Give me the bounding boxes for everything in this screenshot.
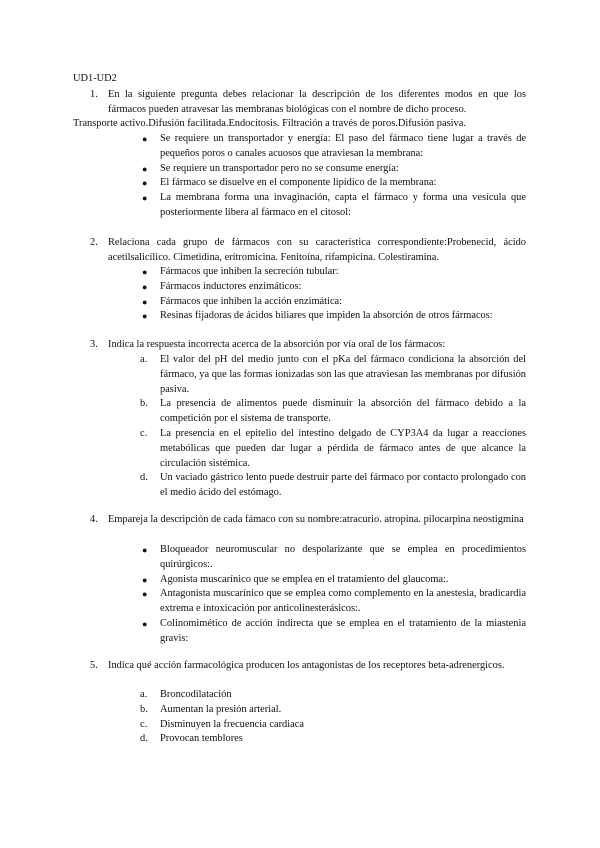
option-c: c. Disminuyen la frecuencia cardiaca bbox=[140, 718, 304, 730]
list-item: ● Fármacos inductores enzimáticos: bbox=[140, 280, 526, 295]
option-d: d. Un vaciado gástrico lento puede destruir parte del fármaco por contacto prolongado con el medio ácido del estómago. bbox=[140, 472, 526, 499]
option-c: c. La presencia en el epitelio del intestino delgado de CYP3A4 da lugar a reacciones metabólicas que pueden dar lugar a pérdida de fármaco antes de que alcance la circulación sistémica. bbox=[140, 427, 526, 469]
bullet-icon: ● bbox=[142, 193, 148, 204]
question-text: Indica qué acción farmacológica producen los antagonistas de los receptores beta-adrenergicos. bbox=[108, 660, 505, 671]
question-text: Empareja la descripción de cada fámaco con su nombre:atracurio. atropina. pilocarpina neostigmina bbox=[108, 514, 524, 525]
question-text: En la siguiente pregunta debes relacionar la descripción de los diferentes modos en que los fármacos pueden atravesar las membranas biológicas con el nombre de dicho proceso. bbox=[108, 89, 526, 115]
bullet-icon: ● bbox=[142, 618, 148, 629]
list-item: ● El fármaco se disuelve en el componente lipídico de la membrana: bbox=[140, 176, 526, 191]
option-b: b. La presencia de alimentos puede disminuir la absorción del fármaco debido a la competición por el sistema de transporte. bbox=[140, 398, 526, 425]
list-item: ● Colinomimético de acción indirecta que se emplea en el tratamiento de la miastenia gravis: bbox=[142, 617, 526, 644]
question-number: 5. bbox=[90, 660, 98, 671]
list-item: ● Se requiere un transportador y energía: El paso del fármaco tiene lugar a través de pequeños poros o canales acuosos que atraviesan la membrana: bbox=[142, 133, 526, 159]
bullet-icon: ● bbox=[142, 545, 148, 555]
bullet-icon: ● bbox=[142, 163, 148, 174]
question-number: 4. bbox=[90, 514, 98, 525]
question-number: 3. bbox=[90, 339, 98, 350]
bullet-icon: ● bbox=[142, 589, 148, 600]
bullet-icon: ● bbox=[142, 296, 148, 307]
list-item: ● La membrana forma una invaginación, capta el fármaco y forma una vesícula que posteriormente libera al fármaco en el citosol: bbox=[142, 192, 526, 218]
document-title: UD1-UD2 bbox=[73, 73, 117, 84]
list-item: ● Fármacos que inhiben la acción enzimática: bbox=[140, 295, 526, 310]
option-a: a. Broncodilatación bbox=[140, 689, 232, 700]
question-number: 2. bbox=[90, 237, 98, 248]
bullet-icon: ● bbox=[142, 134, 148, 144]
question-2 bbox=[90, 236, 526, 266]
question-1 bbox=[90, 88, 526, 118]
bullet-icon: ● bbox=[142, 574, 148, 585]
question-5-options bbox=[140, 688, 526, 747]
question-1-items bbox=[140, 132, 526, 221]
list-item: ● Fármacos que inhiben la secreción tubular: bbox=[140, 265, 526, 280]
question-3 bbox=[90, 338, 526, 353]
bullet-icon: ● bbox=[142, 178, 148, 189]
list-item: ● Se requiere un transportador pero no se consume energía: bbox=[140, 162, 526, 177]
list-item: ● Antagonista muscarínico que se emplea como complemento en la anestesia, bradicardia extrema e intoxicación por anticolinesterásicos:. bbox=[142, 588, 526, 615]
question-text: Indica la respuesta incorrecta acerca de la absorción por vía oral de los fármacos: bbox=[108, 339, 446, 350]
bullet-icon: ● bbox=[142, 281, 148, 292]
option-a: a. El valor del pH del medio junto con el pKa del fármaco condiciona la absorción del fármaco, ya que las formas ionizadas son las que atraviesan las membranas por difusión pasiva. bbox=[140, 354, 526, 395]
question-4-items bbox=[140, 543, 526, 647]
question-4 bbox=[90, 513, 526, 528]
option-d: d. Provocan temblores bbox=[140, 733, 243, 745]
bullet-icon: ● bbox=[142, 311, 148, 322]
answer-options-line: Transporte activo.Difusión facilitada.Endocitosis. Filtración a través de poros.Difusión pasiva. bbox=[73, 118, 466, 129]
question-text: Relaciona cada grupo de fármacos con su característica correspondiente:Probenecid, ácido acetilsalicílico. Cimetidina, eritromicina. Fenitoína, rifampicina. Colestiramina. bbox=[108, 237, 526, 263]
list-item: ● Resinas fijadoras de ácidos biliares que impiden la absorción de otros fármacos: bbox=[140, 309, 526, 324]
question-5 bbox=[90, 659, 526, 674]
list-item: ● Bloqueador neuromuscular no despolarizante que se emplea en procedimientos quirúrgicos:. bbox=[142, 544, 526, 570]
question-3-options bbox=[140, 353, 526, 501]
question-2-items bbox=[140, 265, 526, 324]
question-number: 1. bbox=[90, 89, 98, 100]
option-b: b. Aumentan la presión arterial. bbox=[140, 703, 282, 715]
list-item: ● Agonista muscarínico que se emplea en el tratamiento del glaucoma:. bbox=[140, 573, 526, 588]
bullet-icon: ● bbox=[142, 267, 148, 277]
